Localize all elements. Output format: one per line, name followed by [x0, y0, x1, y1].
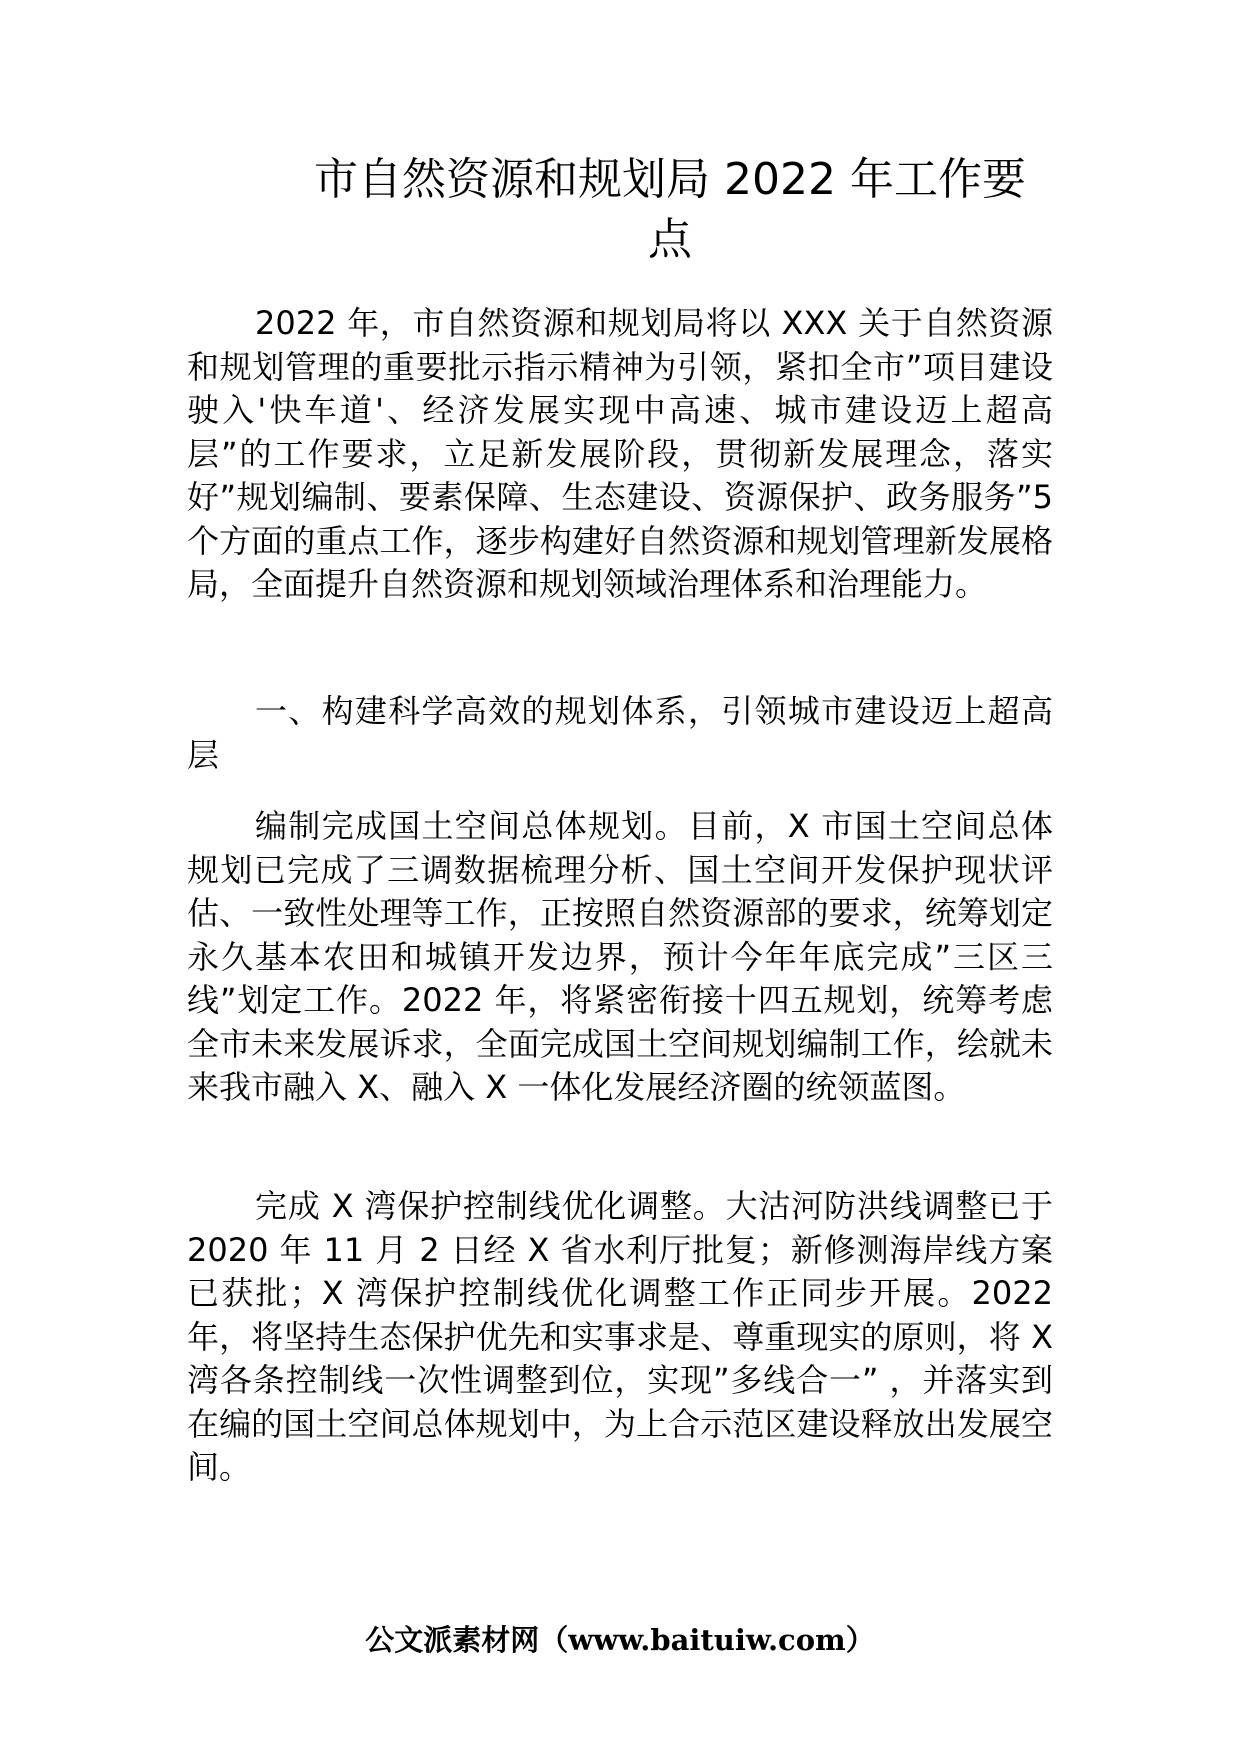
body-paragraph: 编制完成国土空间总体规划。目前，X 市国土空间总体规划已完成了三调数据梳理分析、国土空间开发保护现状评估、一致性处理等工作，正按照自然资源部的要求，统筹划定永久基本农田和城镇开发边界，预计今年年底完成”三区三线”划定工作。2022 年，将紧密衔接十四五规划，统筹考虑全市未来发展诉求，全面完成国土空间规划编制工作，绘就未来我市融入 X、融入 X 一体化发展经济圈的统领蓝图。 — [187, 807, 1053, 1106]
section-heading: 一、构建科学高效的规划体系，引领城市建设迈上超高层 — [187, 692, 1053, 774]
intro-paragraph: 2022 年，市自然资源和规划局将以 XXX 关于自然资源和规划管理的重要批示指示精神为引领，紧扣全市”项目建设驶入'快车道'、经济发展实现中高速、城市建设迈上超高层”的工作要求，立足新发展阶段，贯彻新发展理念，落实好”规划编制、要素保障、生态建设、资源保护、政务服务”5 个方面的重点工作，逐步构建好自然资源和规划管理新发展格局，全面提升自然资源和规划领域治理体系和治理能力。 — [187, 304, 1053, 603]
document-title: 市自然资源和规划局 2022 年工作要点 — [314, 154, 1026, 265]
footer-watermark: 公文派素材网（www.baituiw.com） — [365, 1623, 875, 1657]
body-paragraph: 完成 X 湾保护控制线优化调整。大沽河防洪线调整已于 2020 年 11 月 2 日经 X 省水利厅批复；新修测海岸线方案已获批；X 湾保护控制线优化调整工作正同步开展。2022 年，将坚持生态保护优先和实事求是、尊重现实的原则，将 X 湾各条控制线一次性调整到位，实现”多线合一” ，并落实到在编的国土空间总体规划中，为上合示范区建设释放出发展空间。 — [187, 1187, 1053, 1486]
